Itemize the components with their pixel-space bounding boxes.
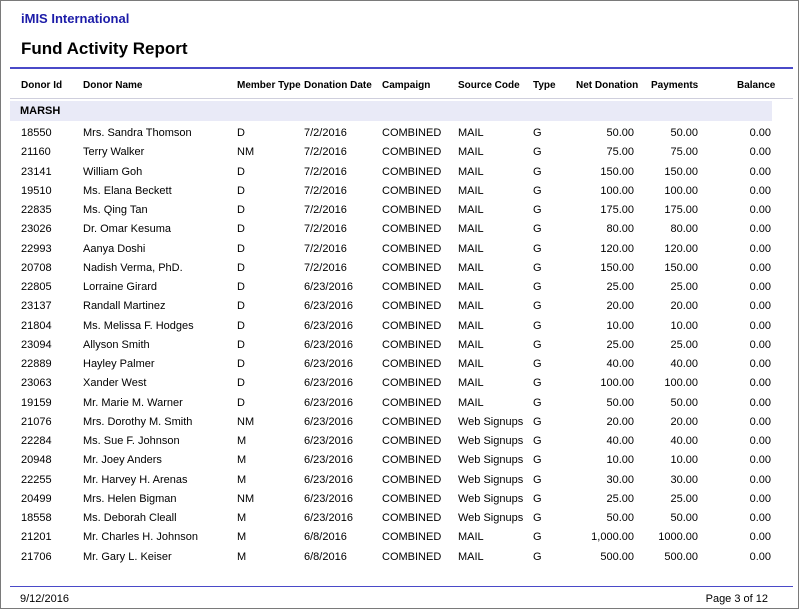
donor-name-cell: Mr. Gary L. Keiser <box>83 550 172 563</box>
donation-date-cell: 7/2/2016 <box>304 223 347 236</box>
table-row <box>1 143 799 162</box>
column-header-source-code: Source Code <box>458 80 520 91</box>
member-type-cell: M <box>237 435 247 447</box>
source-code-cell: Web Signups <box>458 473 524 486</box>
type-cell: G <box>533 377 542 390</box>
donation-date-cell: 7/2/2016 <box>304 127 347 139</box>
member-type-cell: D <box>237 319 245 332</box>
type-cell: G <box>533 165 542 178</box>
column-header-divider <box>10 98 793 99</box>
payments-cell: 50.00 <box>670 396 698 409</box>
donation-date-cell: 7/2/2016 <box>304 165 347 178</box>
donor-id-cell: 20708 <box>21 261 52 274</box>
donor-name-cell: Lorraine Girard <box>83 281 157 293</box>
member-type-cell: D <box>237 300 245 313</box>
member-type-cell: M <box>237 531 247 544</box>
source-code-cell: MAIL <box>458 146 484 159</box>
source-code-cell: Web Signups <box>458 435 524 447</box>
table-row <box>1 297 799 316</box>
payments-cell: 175.00 <box>664 204 698 216</box>
organization-name: iMIS International <box>21 11 130 26</box>
table-row <box>1 336 799 355</box>
column-header-payments: Payments <box>651 80 699 91</box>
donation-date-cell: 6/23/2016 <box>304 454 353 467</box>
source-code-cell: Web Signups <box>458 415 524 428</box>
net-donation-cell: 30.00 <box>606 473 634 486</box>
member-type-cell: D <box>237 281 245 293</box>
campaign-cell: COMBINED <box>382 242 442 255</box>
group-label: MARSH <box>20 105 61 117</box>
net-donation-cell: 25.00 <box>606 338 634 351</box>
donor-name-cell: Aanya Doshi <box>83 242 146 255</box>
donation-date-cell: 6/23/2016 <box>304 492 353 505</box>
source-code-cell: MAIL <box>458 319 484 332</box>
donor-name-cell: Mrs. Dorothy M. Smith <box>83 415 193 428</box>
member-type-cell: M <box>237 550 247 563</box>
donation-date-cell: 6/23/2016 <box>304 300 353 313</box>
table-row <box>1 471 799 490</box>
donor-id-cell: 21201 <box>21 531 52 544</box>
table-row <box>1 220 799 239</box>
net-donation-cell: 10.00 <box>606 319 634 332</box>
member-type-cell: NM <box>237 492 255 505</box>
donation-date-cell: 6/23/2016 <box>304 281 353 293</box>
donation-date-cell: 7/2/2016 <box>304 261 347 274</box>
donation-date-cell: 6/23/2016 <box>304 319 353 332</box>
payments-cell: 10.00 <box>670 454 698 467</box>
member-type-cell: D <box>237 223 245 236</box>
donation-rows <box>1 124 799 567</box>
source-code-cell: MAIL <box>458 281 484 293</box>
donor-name-cell: William Goh <box>83 165 143 178</box>
donor-id-cell: 23026 <box>21 223 52 236</box>
donor-id-cell: 22835 <box>21 204 52 216</box>
donor-name-cell: Ms. Elana Beckett <box>83 184 172 197</box>
payments-cell: 30.00 <box>670 473 698 486</box>
donor-name-cell: Ms. Sue F. Johnson <box>83 435 180 447</box>
footer-date: 9/12/2016 <box>20 593 69 605</box>
balance-cell: 0.00 <box>749 396 771 409</box>
balance-cell: 0.00 <box>749 512 771 524</box>
type-cell: G <box>533 223 542 236</box>
donor-id-cell: 20499 <box>21 492 52 505</box>
donor-id-cell: 18550 <box>21 127 52 139</box>
payments-cell: 500.00 <box>664 550 698 563</box>
member-type-cell: M <box>237 512 247 524</box>
member-type-cell: M <box>237 454 247 467</box>
net-donation-cell: 50.00 <box>606 512 634 524</box>
type-cell: G <box>533 396 542 409</box>
type-cell: G <box>533 146 542 159</box>
column-header-donation-date: Donation Date <box>304 80 372 91</box>
footer-divider <box>10 586 793 587</box>
campaign-cell: COMBINED <box>382 281 442 293</box>
donor-id-cell: 20948 <box>21 454 52 467</box>
balance-cell: 0.00 <box>749 531 771 544</box>
donor-id-cell: 21160 <box>21 146 51 159</box>
member-type-cell: D <box>237 204 245 216</box>
donor-id-cell: 23094 <box>21 338 52 351</box>
campaign-cell: COMBINED <box>382 473 442 486</box>
campaign-cell: COMBINED <box>382 512 442 524</box>
member-type-cell: M <box>237 473 247 486</box>
campaign-cell: COMBINED <box>382 550 442 563</box>
payments-cell: 150.00 <box>664 165 698 178</box>
source-code-cell: MAIL <box>458 377 484 390</box>
net-donation-cell: 25.00 <box>606 492 634 505</box>
donor-id-cell: 23063 <box>21 377 52 390</box>
campaign-cell: COMBINED <box>382 204 442 216</box>
balance-cell: 0.00 <box>749 550 771 563</box>
payments-cell: 50.00 <box>670 127 698 139</box>
balance-cell: 0.00 <box>749 127 771 139</box>
type-cell: G <box>533 415 542 428</box>
donor-name-cell: Ms. Melissa F. Hodges <box>83 319 194 332</box>
source-code-cell: MAIL <box>458 338 484 351</box>
table-row <box>1 394 799 413</box>
type-cell: G <box>533 512 542 524</box>
donation-date-cell: 6/23/2016 <box>304 415 353 428</box>
source-code-cell: MAIL <box>458 396 484 409</box>
member-type-cell: D <box>237 338 245 351</box>
campaign-cell: COMBINED <box>382 377 442 390</box>
donation-date-cell: 6/23/2016 <box>304 512 353 524</box>
source-code-cell: MAIL <box>458 242 484 255</box>
balance-cell: 0.00 <box>749 223 771 236</box>
net-donation-cell: 500.00 <box>600 550 634 563</box>
donor-name-cell: Hayley Palmer <box>83 358 155 370</box>
campaign-cell: COMBINED <box>382 338 442 351</box>
table-row <box>1 240 799 259</box>
payments-cell: 25.00 <box>670 492 698 505</box>
table-row <box>1 374 799 393</box>
payments-cell: 40.00 <box>670 435 698 447</box>
member-type-cell: NM <box>237 146 255 159</box>
donor-name-cell: Allyson Smith <box>83 338 150 351</box>
group-band <box>10 101 772 121</box>
type-cell: G <box>533 492 542 505</box>
source-code-cell: Web Signups <box>458 454 524 467</box>
donor-id-cell: 21804 <box>21 319 52 332</box>
donation-date-cell: 6/23/2016 <box>304 338 353 351</box>
payments-cell: 10.00 <box>670 319 698 332</box>
donation-date-cell: 7/2/2016 <box>304 242 347 255</box>
net-donation-cell: 1,000.00 <box>591 531 634 544</box>
donor-id-cell: 18558 <box>21 512 52 524</box>
member-type-cell: NM <box>237 415 255 428</box>
donor-id-cell: 23137 <box>21 300 52 313</box>
table-row <box>1 490 799 509</box>
table-row <box>1 259 799 278</box>
payments-cell: 120.00 <box>664 242 698 255</box>
net-donation-cell: 20.00 <box>606 415 634 428</box>
campaign-cell: COMBINED <box>382 492 442 505</box>
source-code-cell: MAIL <box>458 358 484 370</box>
donor-id-cell: 22255 <box>21 473 52 486</box>
campaign-cell: COMBINED <box>382 223 442 236</box>
donor-id-cell: 21076 <box>21 415 52 428</box>
donor-name-cell: Ms. Qing Tan <box>83 204 148 216</box>
column-header-donor-name: Donor Name <box>83 80 143 91</box>
donation-date-cell: 7/2/2016 <box>304 146 347 159</box>
balance-cell: 0.00 <box>749 204 771 216</box>
source-code-cell: MAIL <box>458 127 484 139</box>
column-header-balance: Balance <box>737 80 776 91</box>
balance-cell: 0.00 <box>749 281 771 293</box>
balance-cell: 0.00 <box>749 492 771 505</box>
member-type-cell: D <box>237 127 245 139</box>
source-code-cell: Web Signups <box>458 492 524 505</box>
payments-cell: 150.00 <box>664 261 698 274</box>
donor-name-cell: Mr. Charles H. Johnson <box>83 531 198 544</box>
net-donation-cell: 100.00 <box>600 184 634 197</box>
table-row <box>1 451 799 470</box>
donor-name-cell: Terry Walker <box>83 146 145 159</box>
column-header-net-donation: Net Donation <box>576 80 639 91</box>
campaign-cell: COMBINED <box>382 415 442 428</box>
donation-date-cell: 6/23/2016 <box>304 435 353 447</box>
table-row <box>1 432 799 451</box>
table-row <box>1 548 799 567</box>
type-cell: G <box>533 242 542 255</box>
campaign-cell: COMBINED <box>382 531 442 544</box>
table-row <box>1 124 799 143</box>
campaign-cell: COMBINED <box>382 261 442 274</box>
donation-date-cell: 6/23/2016 <box>304 377 353 390</box>
donor-id-cell: 21706 <box>21 550 52 563</box>
column-header-member-type: Member Type <box>237 80 301 91</box>
source-code-cell: MAIL <box>458 184 484 197</box>
type-cell: G <box>533 204 542 216</box>
table-row <box>1 201 799 220</box>
table-row <box>1 163 799 182</box>
table-row <box>1 182 799 201</box>
donation-date-cell: 7/2/2016 <box>304 204 347 216</box>
payments-cell: 40.00 <box>670 358 698 370</box>
campaign-cell: COMBINED <box>382 300 442 313</box>
campaign-cell: COMBINED <box>382 127 442 139</box>
footer-page-number: Page 3 of 12 <box>705 593 768 605</box>
report-title: Fund Activity Report <box>21 39 188 58</box>
source-code-cell: MAIL <box>458 550 484 563</box>
source-code-cell: MAIL <box>458 204 484 216</box>
balance-cell: 0.00 <box>749 473 771 486</box>
balance-cell: 0.00 <box>749 377 771 390</box>
donor-id-cell: 22993 <box>21 242 52 255</box>
payments-cell: 100.00 <box>664 377 698 390</box>
source-code-cell: MAIL <box>458 531 484 544</box>
balance-cell: 0.00 <box>749 338 771 351</box>
balance-cell: 0.00 <box>749 319 771 332</box>
net-donation-cell: 75.00 <box>606 146 634 159</box>
donor-id-cell: 23141 <box>21 165 52 178</box>
donor-name-cell: Mr. Marie M. Warner <box>83 396 183 409</box>
type-cell: G <box>533 358 542 370</box>
type-cell: G <box>533 454 542 467</box>
balance-cell: 0.00 <box>749 165 771 178</box>
type-cell: G <box>533 531 542 544</box>
table-row <box>1 278 799 297</box>
table-row <box>1 413 799 432</box>
donor-name-cell: Nadish Verma, PhD. <box>83 261 183 274</box>
donation-date-cell: 6/8/2016 <box>304 550 347 563</box>
table-row <box>1 317 799 336</box>
campaign-cell: COMBINED <box>382 146 442 159</box>
header-divider <box>10 67 793 69</box>
payments-cell: 1000.00 <box>658 531 698 544</box>
member-type-cell: D <box>237 184 245 197</box>
payments-cell: 50.00 <box>670 512 698 524</box>
donor-name-cell: Dr. Omar Kesuma <box>83 223 172 236</box>
source-code-cell: MAIL <box>458 300 484 313</box>
member-type-cell: D <box>237 242 245 255</box>
net-donation-cell: 25.00 <box>606 281 634 293</box>
table-row <box>1 528 799 547</box>
payments-cell: 25.00 <box>670 338 698 351</box>
donor-name-cell: Mrs. Sandra Thomson <box>83 127 192 139</box>
payments-cell: 75.00 <box>670 146 698 159</box>
balance-cell: 0.00 <box>749 435 771 447</box>
net-donation-cell: 150.00 <box>600 165 634 178</box>
donor-id-cell: 19510 <box>21 184 52 197</box>
net-donation-cell: 50.00 <box>606 396 634 409</box>
type-cell: G <box>533 338 542 351</box>
type-cell: G <box>533 550 542 563</box>
member-type-cell: D <box>237 165 245 178</box>
campaign-cell: COMBINED <box>382 396 442 409</box>
source-code-cell: MAIL <box>458 165 484 178</box>
type-cell: G <box>533 261 542 274</box>
type-cell: G <box>533 473 542 486</box>
donor-id-cell: 22805 <box>21 281 52 293</box>
donor-id-cell: 22889 <box>21 358 52 370</box>
campaign-cell: COMBINED <box>382 435 442 447</box>
balance-cell: 0.00 <box>749 242 771 255</box>
source-code-cell: MAIL <box>458 223 484 236</box>
net-donation-cell: 100.00 <box>600 377 634 390</box>
column-header-donor-id: Donor Id <box>21 80 63 91</box>
member-type-cell: D <box>237 396 245 409</box>
campaign-cell: COMBINED <box>382 165 442 178</box>
payments-cell: 25.00 <box>670 281 698 293</box>
type-cell: G <box>533 319 542 332</box>
balance-cell: 0.00 <box>749 300 771 313</box>
payments-cell: 20.00 <box>670 415 698 428</box>
donor-name-cell: Mr. Joey Anders <box>83 454 162 467</box>
net-donation-cell: 10.00 <box>606 454 634 467</box>
donor-name-cell: Randall Martinez <box>83 300 166 313</box>
balance-cell: 0.00 <box>749 261 771 274</box>
member-type-cell: D <box>237 358 245 370</box>
donation-date-cell: 6/23/2016 <box>304 396 353 409</box>
donor-id-cell: 19159 <box>21 396 52 409</box>
net-donation-cell: 175.00 <box>600 204 634 216</box>
campaign-cell: COMBINED <box>382 358 442 370</box>
balance-cell: 0.00 <box>749 358 771 370</box>
campaign-cell: COMBINED <box>382 184 442 197</box>
source-code-cell: Web Signups <box>458 512 524 524</box>
member-type-cell: D <box>237 261 245 274</box>
net-donation-cell: 80.00 <box>606 223 634 236</box>
column-header-campaign: Campaign <box>382 80 431 91</box>
type-cell: G <box>533 300 542 313</box>
balance-cell: 0.00 <box>749 415 771 428</box>
balance-cell: 0.00 <box>749 454 771 467</box>
member-type-cell: D <box>237 377 245 390</box>
net-donation-cell: 50.00 <box>606 127 634 139</box>
type-cell: G <box>533 127 542 139</box>
donation-date-cell: 7/2/2016 <box>304 184 347 197</box>
table-row <box>1 509 799 528</box>
balance-cell: 0.00 <box>749 184 771 197</box>
table-row <box>1 355 799 374</box>
campaign-cell: COMBINED <box>382 319 442 332</box>
column-header-type: Type <box>533 80 556 91</box>
source-code-cell: MAIL <box>458 261 484 274</box>
payments-cell: 100.00 <box>664 184 698 197</box>
payments-cell: 80.00 <box>670 223 698 236</box>
donor-id-cell: 22284 <box>21 435 52 447</box>
net-donation-cell: 40.00 <box>606 435 634 447</box>
net-donation-cell: 20.00 <box>606 300 634 313</box>
payments-cell: 20.00 <box>670 300 698 313</box>
type-cell: G <box>533 184 542 197</box>
donation-date-cell: 6/23/2016 <box>304 358 353 370</box>
donor-name-cell: Ms. Deborah Cleall <box>83 512 177 524</box>
donor-name-cell: Mr. Harvey H. Arenas <box>83 473 188 486</box>
net-donation-cell: 40.00 <box>606 358 634 370</box>
type-cell: G <box>533 435 542 447</box>
balance-cell: 0.00 <box>749 146 771 159</box>
donation-date-cell: 6/8/2016 <box>304 531 347 544</box>
campaign-cell: COMBINED <box>382 454 442 467</box>
net-donation-cell: 150.00 <box>600 261 634 274</box>
donor-name-cell: Mrs. Helen Bigman <box>83 492 177 505</box>
donation-date-cell: 6/23/2016 <box>304 473 353 486</box>
net-donation-cell: 120.00 <box>600 242 634 255</box>
type-cell: G <box>533 281 542 293</box>
donor-name-cell: Xander West <box>83 377 147 390</box>
